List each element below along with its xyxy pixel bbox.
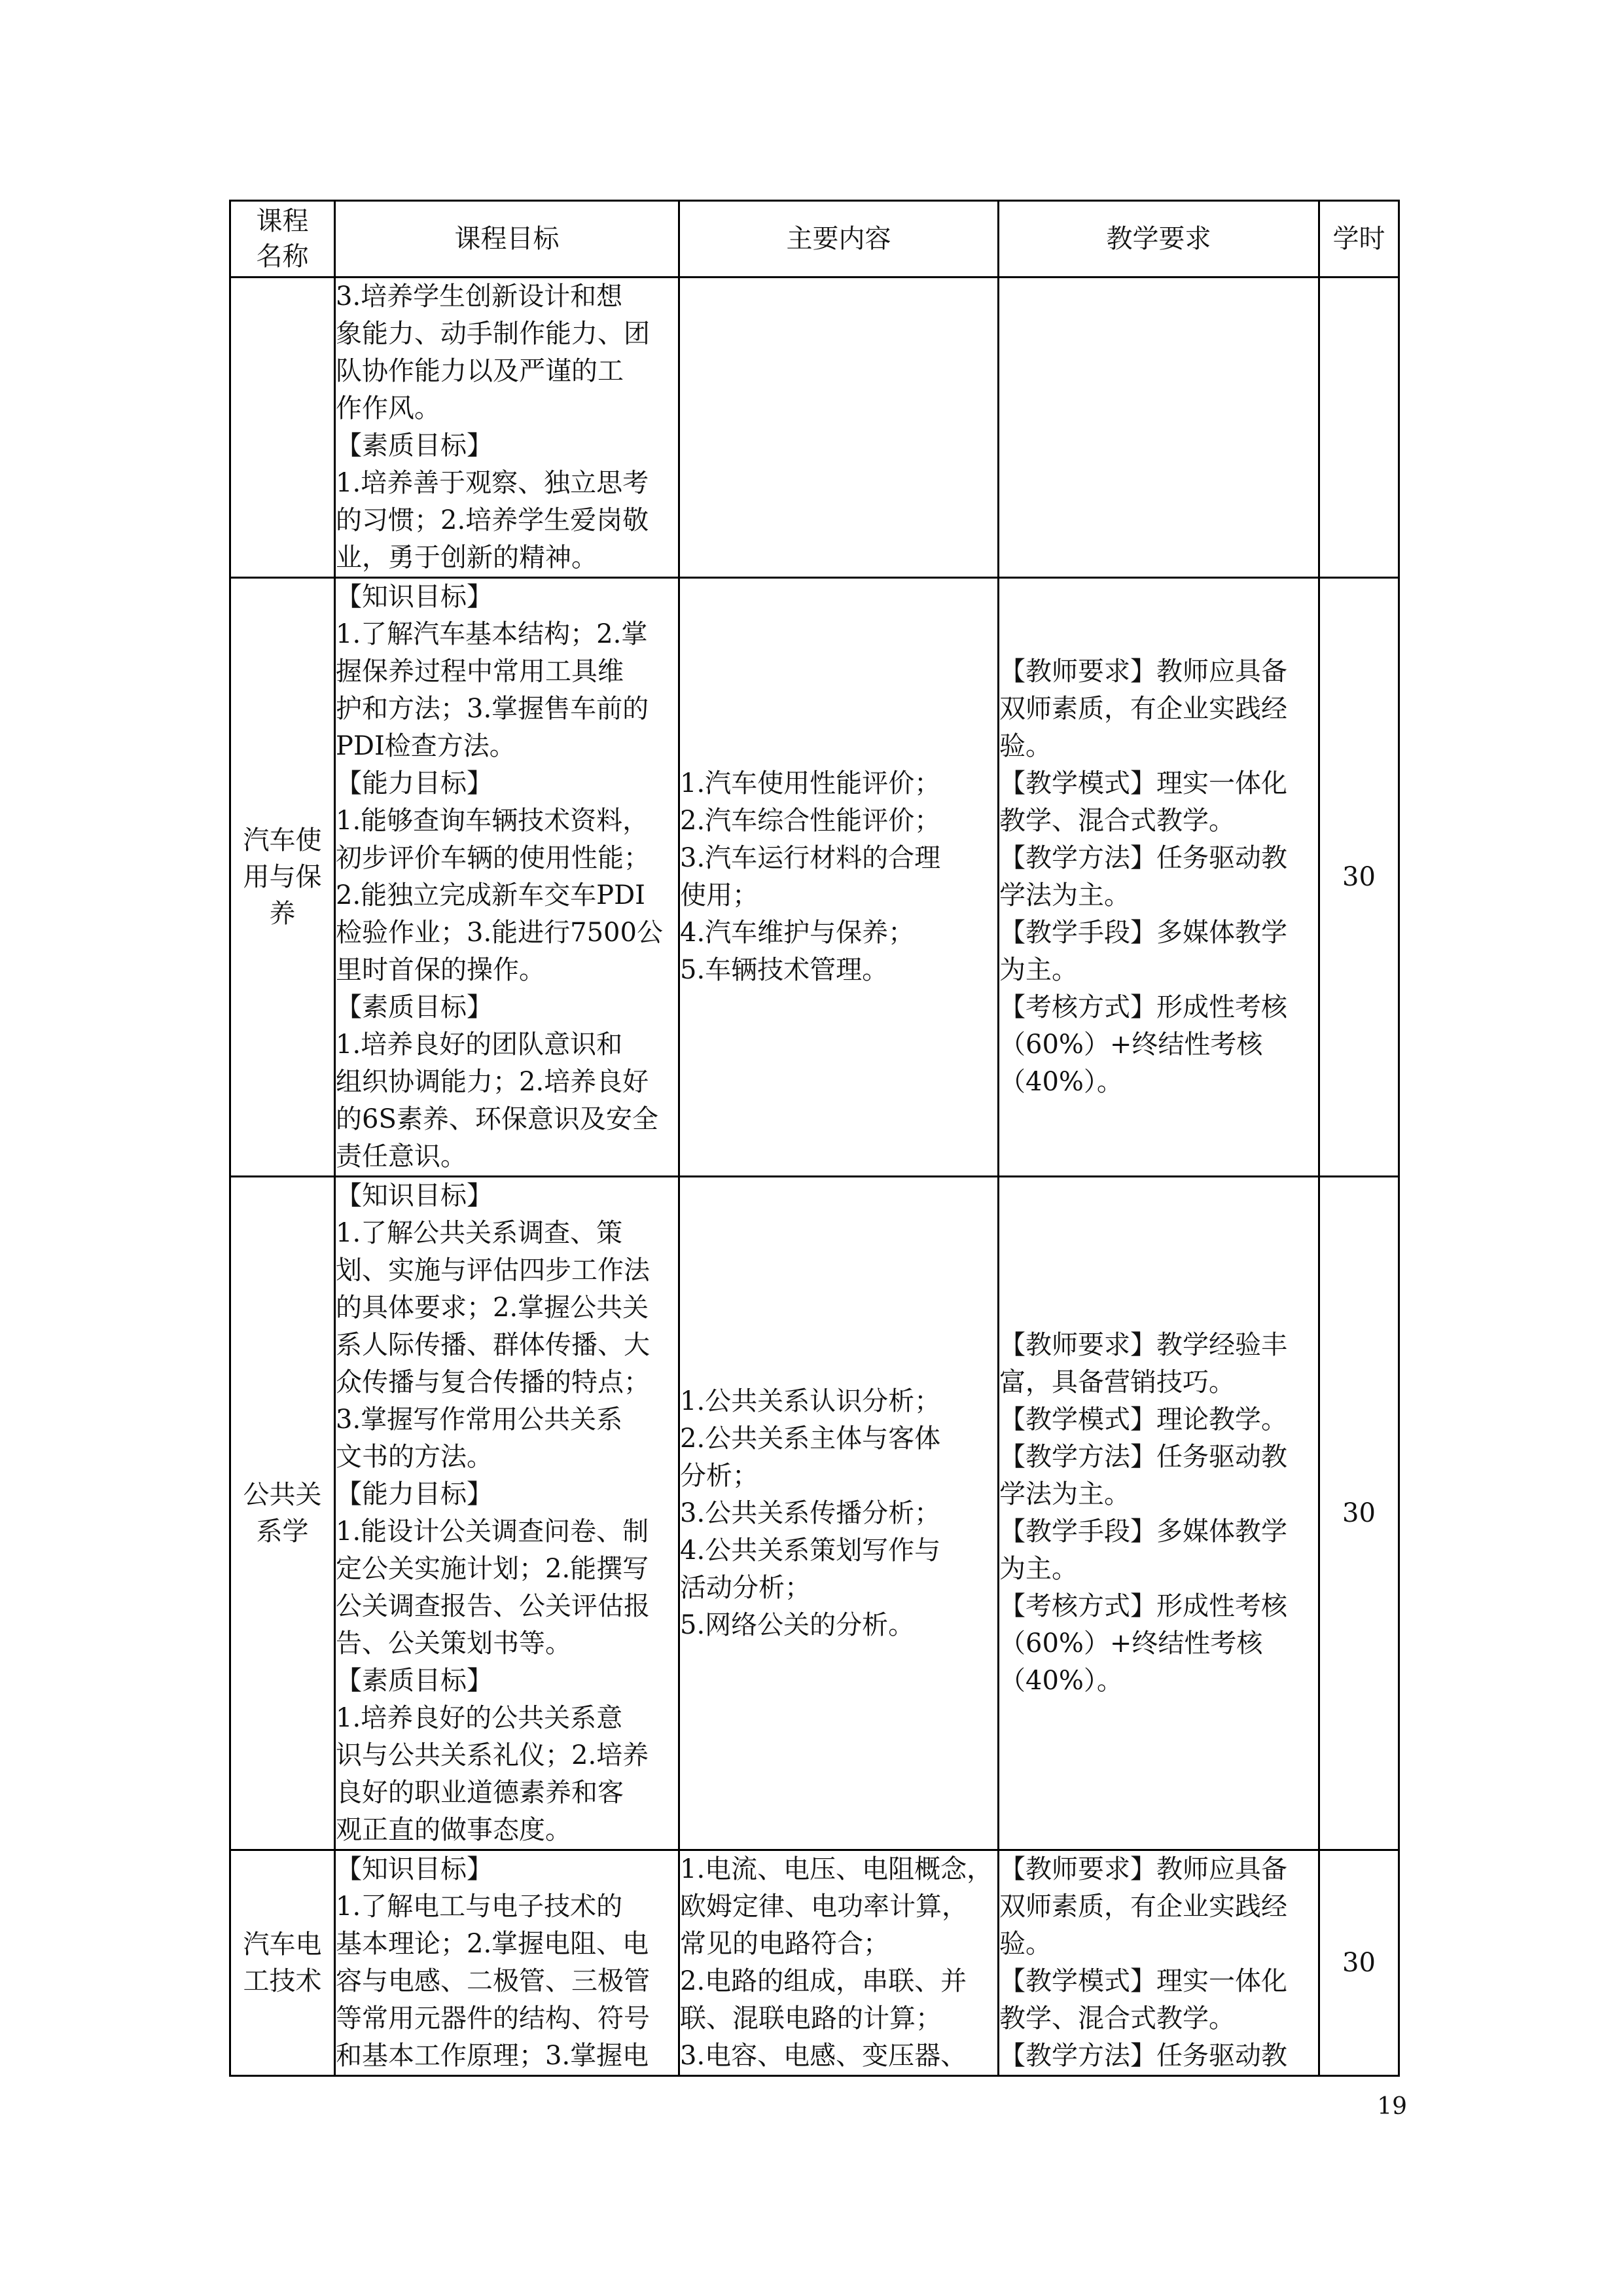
cell-line: 教学、混合式教学。: [999, 806, 1235, 836]
cell-line: （40%）。: [999, 1666, 1123, 1696]
cell-line: 基本理论；2.掌握电阻、电: [336, 1929, 649, 1959]
cell-line: 双师素质，有企业实践经: [999, 1892, 1287, 1922]
cell-line: 【教学模式】理论教学。: [999, 1405, 1287, 1435]
cell-line: 【知识目标】: [336, 582, 493, 612]
curriculum-table: [229, 200, 1400, 2077]
cell-line: 富，具备营销技巧。: [999, 1367, 1235, 1397]
table-row: [230, 278, 1399, 578]
cell-line: 2.电路的组成，串联、并: [680, 1966, 967, 1996]
header-teaching-requirements: 教学要求: [999, 201, 1319, 278]
course-goals-cell: [335, 578, 679, 1177]
cell-line: 象能力、动手制作能力、团: [336, 319, 650, 349]
cell-line: 2.能独立完成新车交车PDI: [336, 880, 645, 910]
cell-line: 容与电感、二极管、三极管: [336, 1966, 650, 1996]
cell-line: 分析；: [680, 1460, 758, 1491]
cell-line: 5.网络公关的分析。: [680, 1609, 915, 1640]
course-goals-cell: [335, 278, 679, 578]
cell-line: 告、公关策划书等。: [336, 1628, 571, 1659]
hours-cell: 30: [1319, 578, 1399, 1177]
cell-line: 双师素质，有企业实践经: [999, 694, 1287, 724]
table-row: [230, 578, 1399, 1177]
course-name-cell: 汽车电 工技术: [230, 1850, 335, 2076]
cell-line: 1.了解汽车基本结构；2.掌: [336, 619, 648, 649]
cell-line: 业，勇于创新的精神。: [336, 543, 597, 573]
teaching-requirements-cell: [999, 1850, 1319, 2076]
cell-line: 为主。: [999, 1554, 1078, 1584]
cell-line: 【考核方式】形成性考核: [999, 992, 1287, 1022]
cell-line: 4.公共关系策划写作与: [680, 1535, 941, 1566]
main-content-cell: [679, 278, 999, 578]
header-course-goals: 课程目标: [335, 201, 679, 278]
cell-line: 【素质目标】: [336, 992, 493, 1022]
hours-cell: [1319, 278, 1399, 578]
cell-line: 系人际传播、群体传播、大: [336, 1330, 650, 1360]
header-main-content: 主要内容: [679, 201, 999, 278]
cell-line: 责任意识。: [336, 1141, 467, 1172]
table-row: [230, 1850, 1399, 2076]
cell-line: 学法为主。: [999, 1479, 1130, 1509]
hours-cell: 30: [1319, 1177, 1399, 1850]
cell-line: 公关调查报告、公关评估报: [336, 1591, 650, 1621]
cell-line: 护和方法；3.掌握售车前的: [336, 694, 649, 724]
cell-line: 识与公共关系礼仪；2.培养: [336, 1740, 649, 1770]
cell-line: 队协作能力以及严谨的工: [336, 356, 624, 386]
cell-line: 使用；: [680, 880, 758, 910]
cell-line: 5.车辆技术管理。: [680, 955, 889, 985]
cell-line: 【素质目标】: [336, 1666, 493, 1696]
cell-line: 【教师要求】教师应具备: [999, 656, 1287, 687]
cell-line: 【教师要求】教学经验丰: [999, 1330, 1287, 1360]
cell-line: （40%）。: [999, 1067, 1123, 1097]
teaching-requirements-cell: [999, 578, 1319, 1177]
course-name-cell: 公共关 系学: [230, 1177, 335, 1850]
cell-line: 和基本工作原理；3.掌握电: [336, 2041, 649, 2071]
cell-line: 众传播与复合传播的特点；: [336, 1367, 650, 1397]
cell-line: 1.能设计公关调查问卷、制: [336, 1516, 649, 1547]
main-content-cell: [679, 1850, 999, 2076]
cell-line: 4.汽车维护与保养；: [680, 918, 915, 948]
cell-line: 【教学手段】多媒体教学: [999, 918, 1287, 948]
cell-line: 3.掌握写作常用公共关系: [336, 1405, 623, 1435]
cell-line: 【素质目标】: [336, 431, 493, 461]
cell-line: 1.电流、电压、电阻概念，: [680, 1854, 993, 1884]
cell-line: 良好的职业道德素养和客: [336, 1778, 624, 1808]
cell-line: 常见的电路符合；: [680, 1929, 889, 1959]
cell-line: 检验作业；3.能进行7500公: [336, 918, 663, 948]
cell-line: 【教学模式】理实一体化: [999, 1966, 1287, 1996]
cell-line: 1.培养良好的团队意识和: [336, 1030, 623, 1060]
cell-line: PDI检查方法。: [336, 731, 516, 761]
table-header-row: [230, 201, 1399, 278]
course-goals-cell: [335, 1177, 679, 1850]
cell-line: 【考核方式】形成性考核: [999, 1591, 1287, 1621]
cell-line: 3.培养学生创新设计和想: [336, 281, 623, 312]
cell-line: 2.汽车综合性能评价；: [680, 806, 941, 836]
main-content-cell: [679, 1177, 999, 1850]
cell-line: 【能力目标】: [336, 1479, 493, 1509]
cell-line: 1.了解电工与电子技术的: [336, 1892, 623, 1922]
main-content-cell: [679, 578, 999, 1177]
cell-line: 3.公共关系传播分析；: [680, 1498, 941, 1528]
cell-line: 【能力目标】: [336, 768, 493, 798]
cell-line: 学法为主。: [999, 880, 1130, 910]
cell-line: 3.汽车运行材料的合理: [680, 843, 941, 873]
cell-line: 【教师要求】教师应具备: [999, 1854, 1287, 1884]
cell-line: 【教学方法】任务驱动教: [999, 2041, 1287, 2071]
cell-line: 【教学方法】任务驱动教: [999, 843, 1287, 873]
cell-line: 1.能够查询车辆技术资料，: [336, 806, 649, 836]
cell-line: 教学、混合式教学。: [999, 2003, 1235, 2034]
cell-line: 2.公共关系主体与客体: [680, 1423, 941, 1454]
teaching-requirements-cell: [999, 1177, 1319, 1850]
cell-line: 1.培养善于观察、独立思考: [336, 468, 649, 498]
cell-line: 【知识目标】: [336, 1854, 493, 1884]
cell-line: 划、实施与评估四步工作法: [336, 1255, 650, 1285]
cell-line: 等常用元器件的结构、符号: [336, 2003, 650, 2034]
table-row: [230, 1177, 1399, 1850]
header-hours: 学时: [1319, 201, 1399, 278]
cell-line: 作作风。: [336, 393, 440, 423]
course-goals-cell: [335, 1850, 679, 2076]
cell-line: 【教学方法】任务驱动教: [999, 1442, 1287, 1472]
page-number: 19: [1377, 2093, 1407, 2120]
cell-line: 联、混联电路的计算；: [680, 2003, 942, 2034]
cell-line: 观正直的做事态度。: [336, 1815, 571, 1845]
cell-line: 组织协调能力；2.培养良好: [336, 1067, 649, 1097]
hours-cell: 30: [1319, 1850, 1399, 2076]
cell-line: （60%）+终结性考核: [999, 1628, 1263, 1659]
cell-line: 定公关实施计划；2.能撰写: [336, 1554, 649, 1584]
cell-line: 3.电容、电感、变压器、: [680, 2041, 967, 2071]
cell-line: 1.公共关系认识分析；: [680, 1386, 941, 1416]
cell-line: 的6S素养、环保意识及安全: [336, 1104, 658, 1134]
cell-line: （60%）+终结性考核: [999, 1030, 1263, 1060]
cell-line: 握保养过程中常用工具维: [336, 656, 624, 687]
cell-line: 1.汽车使用性能评价；: [680, 768, 941, 798]
course-name-cell: 汽车使 用与保 养: [230, 578, 335, 1177]
cell-line: 欧姆定律、电功率计算，: [680, 1892, 968, 1922]
teaching-requirements-cell: [999, 278, 1319, 578]
cell-line: 文书的方法。: [336, 1442, 493, 1472]
cell-line: 验。: [999, 1929, 1052, 1959]
cell-line: 【教学模式】理实一体化: [999, 768, 1287, 798]
cell-line: 的习惯；2.培养学生爱岗敬: [336, 505, 649, 535]
header-course-name: 课程 名称: [230, 201, 335, 278]
cell-line: 里时首保的操作。: [336, 955, 545, 985]
cell-line: 【知识目标】: [336, 1181, 493, 1211]
cell-line: 的具体要求；2.掌握公共关: [336, 1293, 649, 1323]
cell-line: 【教学手段】多媒体教学: [999, 1516, 1287, 1547]
cell-line: 为主。: [999, 955, 1078, 985]
cell-line: 1.了解公共关系调查、策: [336, 1218, 623, 1248]
cell-line: 初步评价车辆的使用性能；: [336, 843, 650, 873]
cell-line: 验。: [999, 731, 1052, 761]
cell-line: 活动分析；: [680, 1572, 811, 1603]
course-name-cell: [230, 278, 335, 578]
cell-line: 1.培养良好的公共关系意: [336, 1703, 623, 1733]
